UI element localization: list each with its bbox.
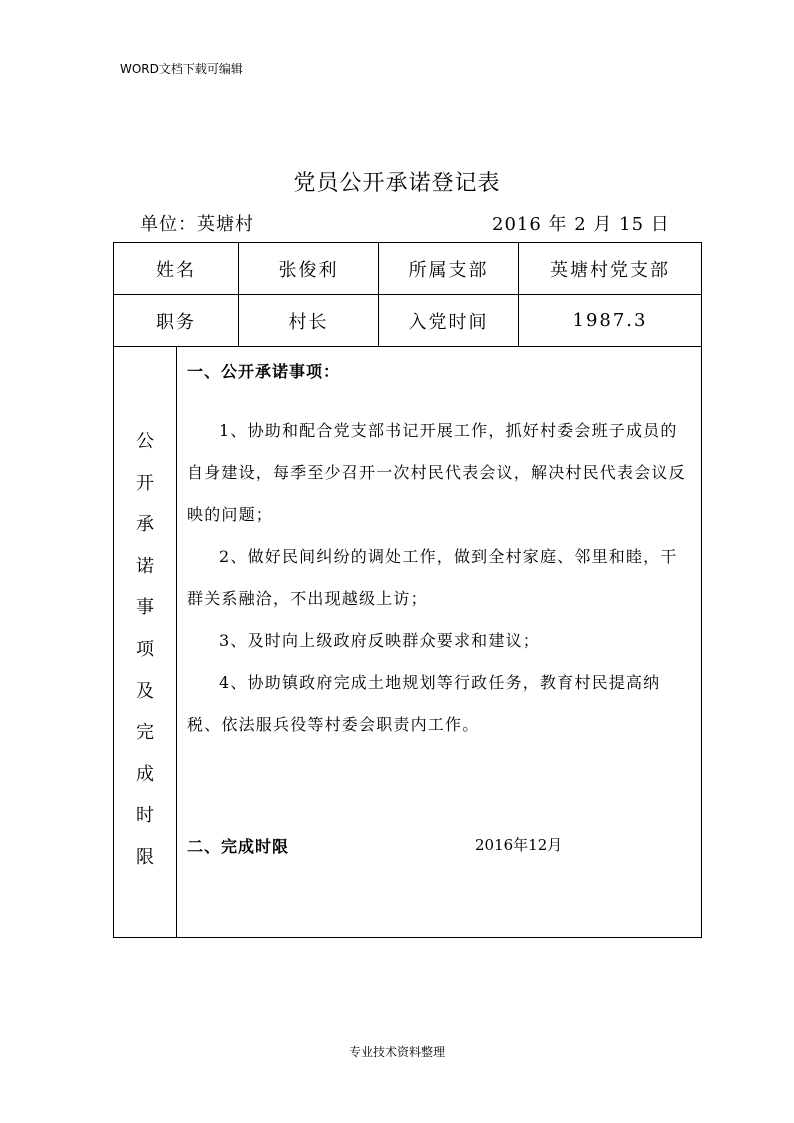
side-label	[114, 347, 176, 879]
side-label-char: 限	[136, 846, 154, 868]
name-label: 姓名	[114, 243, 239, 295]
footer-note: 专业技术资料整理	[348, 1045, 445, 1059]
deadline-value: 2016年12月	[475, 836, 563, 854]
side-label-char: 事	[136, 597, 154, 619]
name-value: 张俊利	[239, 243, 379, 295]
side-label-char: 公	[136, 431, 154, 452]
position-value: 村长	[239, 295, 379, 347]
side-label-char: 开	[136, 472, 154, 494]
join-date-value: 1987.3	[519, 295, 702, 347]
table-row	[114, 243, 702, 295]
date-label: 2016 年 2 月 15 日	[492, 214, 670, 235]
section1-title: 一、公开承诺事项：	[187, 362, 341, 381]
page-title: 党员公开承诺登记表	[293, 171, 501, 196]
branch-label: 所属支部	[379, 243, 519, 295]
side-label-char: 承	[136, 514, 154, 536]
commitment-content	[177, 347, 702, 938]
side-label-char: 及	[136, 680, 154, 702]
branch-value: 英塘村党支部	[519, 243, 702, 295]
header-note: WORD文档下载可编辑	[120, 62, 243, 76]
table-row	[114, 347, 702, 938]
side-label-cell	[114, 347, 177, 938]
side-label-char: 诺	[136, 555, 154, 577]
section2	[187, 834, 691, 857]
commitment-list	[187, 410, 691, 746]
table-row	[114, 295, 702, 347]
side-label-char: 完	[136, 722, 154, 744]
side-label-char: 成	[136, 763, 154, 785]
list-item: 4、协助镇政府完成土地规划等行政任务，教育村民提高纳税、依法服兵役等村委会职责内工作。	[187, 673, 661, 734]
side-label-char: 时	[136, 805, 154, 827]
join-date-label: 入党时间	[379, 295, 519, 347]
list-item: 3、及时向上级政府反映群众要求和建议；	[219, 631, 540, 650]
unit-label: 单位：英塘村	[140, 214, 254, 235]
list-item: 2、做好民间纠纷的调处工作，做到全村家庭、邻里和睦，干群关系融洽，不出现越级上访；	[187, 547, 678, 608]
position-label: 职务	[114, 295, 239, 347]
list-item: 1、协助和配合党支部书记开展工作，抓好村委会班子成员的自身建设，每季至少召开一次村民代表会议，解决村民代表会议反映的问题；	[187, 421, 686, 524]
side-label-char: 项	[136, 638, 154, 660]
registration-table	[113, 242, 702, 938]
section2-title: 二、完成时限	[187, 837, 290, 856]
